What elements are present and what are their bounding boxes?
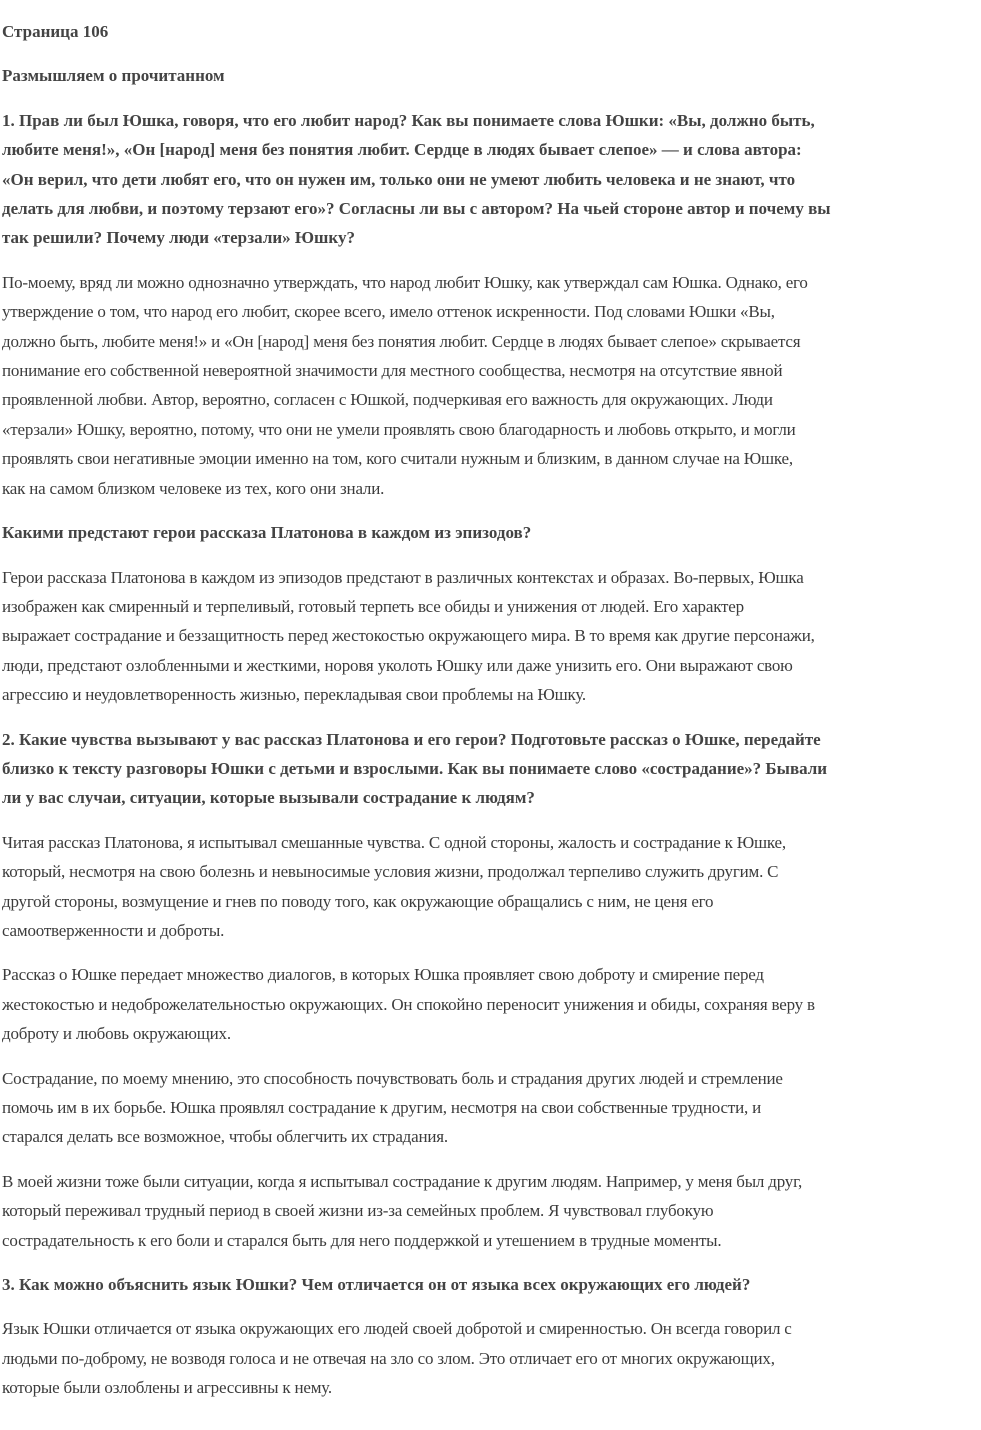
- text-line: который, несмотря на свою болезнь и невыносимые условия жизни, продолжал терпеливо служить другим. С: [2, 862, 779, 882]
- answer-paragraph: [2, 960, 977, 1048]
- text-line: сострадательность к его боли и старался быть для него поддержкой и утешением в трудные моменты.: [2, 1230, 722, 1250]
- text-line: В моей жизни тоже были ситуации, когда я испытывал сострадание к другим людям. Например, у меня был друг,: [2, 1171, 802, 1191]
- text-line: самоотверженности и доброты.: [2, 920, 225, 940]
- text-line: проявлять свои негативные эмоции именно на том, кого считали нужным и близким, в данном случае на Юшке,: [2, 449, 793, 469]
- text-line: Язык Юшки отличается от языка окружающих его людей своей добротой и смиренностью. Он всегда говорил с: [2, 1319, 792, 1339]
- text-line: Герои рассказа Платонова в каждом из эпизодов предстают в различных контекстах и образах. Во-первых, Юшка: [2, 567, 804, 587]
- text-line: изображен как смиренный и терпеливый, готовый терпеть все обиды и унижения от людей. Его характер: [2, 596, 744, 616]
- question: [2, 1270, 977, 1299]
- text-line: близко к тексту разговоры Юшки с детьми и взрослыми. Как вы понимаете слово «сострадание»? Бывали: [2, 758, 828, 778]
- text-line: так решили? Почему люди «терзали» Юшку?: [2, 228, 355, 248]
- question: [2, 518, 977, 547]
- answer-paragraph: [2, 1064, 977, 1152]
- text-line: утверждение о том, что народ его любит, скорее всего, имело оттенок искренности. Под словами Юшки «Вы,: [2, 302, 775, 322]
- answer-paragraph: [2, 1314, 977, 1402]
- text-line: помочь им в их борьбе. Юшка проявлял сострадание к другим, несмотря на свои собственные трудности, и: [2, 1098, 761, 1117]
- question: [2, 106, 977, 253]
- text-line: выражает сострадание и беззащитность перед жестокостью окружающего мира. В то время как другие персонажи,: [2, 626, 815, 646]
- document: [2, 17, 977, 1418]
- text-line: Сострадание, по моему мнению, это способность почувствовать боль и страдания других людей и стремление: [2, 1068, 783, 1088]
- text-line: любите меня!», «Он [народ] меня без понятия любит. Сердце в людях бывает слепое» — и слова автора:: [2, 140, 802, 160]
- text-line: люди, предстают озлобленными и жесткими, норовя уколоть Юшку или даже унизить его. Они выражают свою: [2, 655, 793, 675]
- text-line: другой стороны, возмущение и гнев по поводу того, как окружающие обращались с ним, не ценя его: [2, 891, 714, 911]
- text-line: проявленной любви. Автор, вероятно, согласен с Юшкой, подчеркивая его важность для окружающих. Люди: [2, 390, 773, 410]
- text-line: «терзали» Юшку, вероятно, потому, что они не умели проявлять свою благодарность и любовь открыто, и могли: [2, 419, 796, 439]
- section-title: Размышляем о прочитанном: [2, 66, 225, 86]
- qa-blocks: [2, 106, 977, 1403]
- text-line: понимание его собственной невероятной значимости для местного сообщества, несмотря на отсутствие явной: [2, 361, 783, 381]
- answer-paragraph: [2, 1167, 977, 1255]
- text-line: которые были озлоблены и агрессивны к нему.: [2, 1378, 332, 1398]
- text-line: должно быть, любите меня!» и «Он [народ] меня без понятия любит. Сердце в людях бывает слепое» скрывается: [2, 331, 801, 351]
- text-line: Рассказ о Юшке передает множество диалогов, в которых Юшка проявляет свою доброту и смирение перед: [2, 965, 764, 985]
- page-title: Страница 106: [2, 22, 109, 41]
- answer-paragraph: [2, 828, 977, 946]
- text-line: «Он верил, что дети любят его, что он нужен им, только они не умеют любить человека и не знают, что: [2, 169, 796, 189]
- question: [2, 725, 977, 813]
- text-line: жестокостью и недоброжелательностью окружающих. Он спокойно переносит унижения и обиды, сохраняя веру в: [2, 994, 815, 1014]
- text-line: людьми по-доброму, не возводя голоса и не отвечая на зло со злом. Это отличает его от многих окружающих,: [2, 1348, 775, 1368]
- text-line: доброту и любовь окружающих.: [2, 1024, 231, 1044]
- text-line: старался делать все возможное, чтобы облегчить их страдания.: [2, 1127, 448, 1147]
- text-line: агрессию и неудовлетворенность жизнью, перекладывая свои проблемы на Юшку.: [2, 685, 586, 705]
- text-line: 3. Как можно объяснить язык Юшки? Чем отличается он от языка всех окружающих его людей?: [2, 1275, 751, 1295]
- text-line: 2. Какие чувства вызывают у вас рассказ Платонова и его герои? Подготовьте рассказ о Юшке, передайте: [2, 729, 821, 749]
- text-line: 1. Прав ли был Юшка, говоря, что его любит народ? Как вы понимаете слова Юшки: «Вы, должно быть,: [2, 110, 815, 130]
- text-line: Какими предстают герои рассказа Платонова в каждом из эпизодов?: [2, 523, 532, 543]
- text-line: как на самом близком человеке из тех, кого они знали.: [2, 478, 385, 498]
- text-line: ли у вас случаи, ситуации, которые вызывали сострадание к людям?: [2, 788, 535, 808]
- answer-paragraph: [2, 563, 977, 710]
- text-line: По-моему, вряд ли можно однозначно утверждать, что народ любит Юшку, как утверждал сам Юшка. Однако, его: [2, 272, 808, 292]
- text-line: Читая рассказ Платонова, я испытывал смешанные чувства. С одной стороны, жалость и сострадание к Юшке,: [2, 832, 786, 852]
- text-line: который переживал трудный период в своей жизни из-за семейных проблем. Я чувствовал глубокую: [2, 1201, 714, 1221]
- text-line: делать для любви, и поэтому терзают его»? Согласны ли вы с автором? На чьей стороне автор и почему вы: [2, 199, 831, 219]
- answer-paragraph: [2, 268, 977, 503]
